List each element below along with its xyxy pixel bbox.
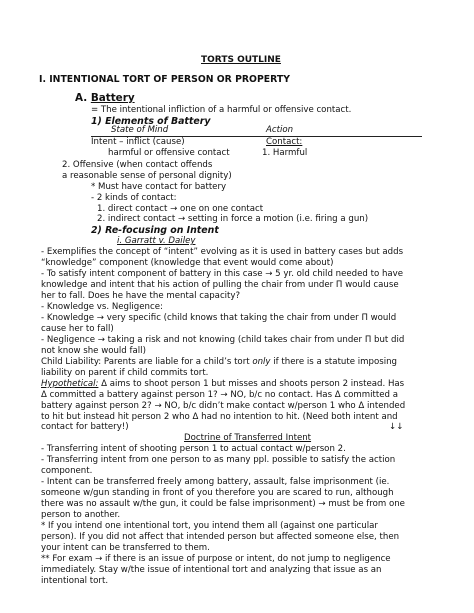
text-line: * If you intend one intentional tort, you intend them all (against one particular	[41, 521, 378, 531]
subsection-heading-a: A. Battery	[75, 92, 135, 104]
text-line: - Negligence → taking a risk and not knowing (child takes chair from under Π but did	[41, 335, 405, 345]
text-line: - To satisfy intent component of battery in this case → 5 yr. old child needed to have	[41, 269, 404, 279]
harmful-item: 1. Harmful	[262, 148, 308, 158]
text-line: not know she would fall)	[41, 346, 146, 356]
text-line: - Transferring intent of shooting person 1 to actual contact w/person 2.	[41, 444, 346, 454]
text-line: someone w/gun standing in front of you therefore you are scared to run, although	[41, 488, 394, 498]
col-state-of-mind: State of Mind	[111, 125, 169, 135]
text-line: person to another.	[41, 510, 121, 520]
harmful-offensive-row: harmful or offensive contact	[108, 148, 230, 158]
text-line: liability on parent if child commits tort.	[41, 368, 209, 378]
text-line: contact for battery!)	[41, 422, 129, 432]
down-arrows: ↓↓	[389, 422, 404, 432]
refocus-heading: 2) Re-focusing on Intent	[91, 225, 219, 236]
text-line: cause her to fall)	[41, 324, 114, 334]
elements-heading: 1) Elements of Battery	[91, 116, 211, 127]
text-line: her to fall. Does he have the mental capacity?	[41, 291, 241, 301]
direct-contact: 1. direct contact → one on one contact	[97, 204, 264, 214]
text-line: - Exemplifies the concept of “intent” evolving as it is used in battery cases but adds	[41, 247, 404, 257]
text-line: immediately. Stay w/the issue of intentional tort and analyzing that issue as an	[41, 565, 382, 575]
kinds-of-contact: - 2 kinds of contact:	[91, 193, 177, 203]
contact-label: Contact:	[266, 137, 303, 147]
hypothetical-line: Hypothetical: Δ aims to shoot person 1 but misses and shoots person 2 instead. Has	[41, 379, 405, 389]
doctrine-heading: Doctrine of Transferred Intent	[184, 433, 312, 443]
case-name: i. Garratt v. Dailey	[117, 236, 196, 246]
offensive-line-1: 2. Offensive (when contact offends	[62, 160, 213, 170]
intent-row: Intent – inflict (cause)	[91, 137, 185, 147]
text-line: ** For exam → if there is an issue of purpose or intent, do not jump to negligence	[41, 554, 391, 564]
text-line: knowledge and intent that his action of pulling the chair from under Π would cause	[41, 280, 399, 290]
offensive-line-2: a reasonable sense of personal dignity)	[62, 171, 232, 181]
col-action: Action	[266, 125, 294, 135]
text-line: your intent can be transferred to them.	[41, 543, 210, 553]
child-liability-line: Child Liability: Parents are liable for a child’s tort only if there is a statute imposing	[41, 357, 398, 367]
text-line: - Knowledge vs. Negligence:	[41, 302, 163, 312]
text-line: intentional tort.	[41, 576, 109, 586]
text-line: there was no assault w/the gun, it could be false imprisonment) → must be from one	[41, 499, 405, 509]
text-line: Δ committed a battery against person 1? → NO, b/c no contact. Has Δ committed a	[41, 390, 398, 400]
must-have-contact: * Must have contact for battery	[91, 182, 227, 192]
text-line: person). If you did not affect that intended person but affected someone else, then	[41, 532, 400, 542]
section-heading-i: I. INTENTIONAL TORT OF PERSON OR PROPERTY	[39, 74, 290, 85]
text-line: to hit but instead hit person 2 who Δ had no intention to hit. (Need both intent and	[41, 412, 398, 422]
battery-definition: = The intentional infliction of a harmful or offensive contact.	[91, 105, 352, 115]
text-line: “knowledge” component (knowledge that event would come about)	[41, 258, 334, 268]
doc-title: TORTS OUTLINE	[201, 55, 281, 65]
text-line: - Intent can be transferred freely among battery, assault, false imprisonment (ie.	[41, 477, 390, 487]
text-line: - Transferring intent from one person to as many ppl. possible to satisfy the action	[41, 455, 396, 465]
indirect-contact: 2. indirect contact → setting in force a motion (i.e. firing a gun)	[97, 214, 369, 224]
text-line: battery against person 2? → NO, b/c didn’t make contact w/person 1 who Δ intended	[41, 401, 406, 411]
text-line: component.	[41, 466, 93, 476]
text-line: - Knowledge → very specific (child knows that taking the chair from under Π would	[41, 313, 397, 323]
